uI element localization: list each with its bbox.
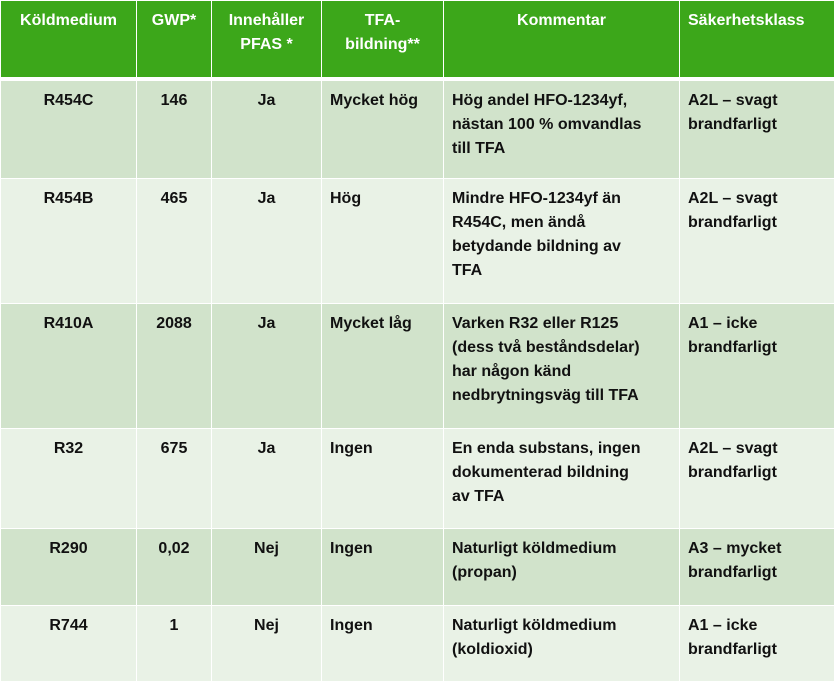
- header-koldmedium: Köldmedium: [1, 1, 137, 79]
- cell-kommentar: [444, 179, 680, 304]
- cell-sakerhetsklass-line: A3 – mycket: [688, 540, 782, 557]
- cell-kommentar-line: nästan 100 % omvandlas: [452, 115, 642, 133]
- table-row: [1, 304, 834, 429]
- cell-tfa: Ingen: [322, 606, 444, 682]
- table-row: [1, 529, 834, 606]
- cell-kommentar-line: TFA: [452, 262, 483, 279]
- cell-gwp: 1: [137, 606, 212, 682]
- cell-gwp: 0,02: [137, 529, 212, 606]
- cell-tfa: Ingen: [322, 429, 444, 529]
- cell-sakerhetsklass: [680, 529, 834, 606]
- cell-kommentar: [444, 429, 680, 529]
- cell-sakerhetsklass-line: brandfarligt: [688, 464, 777, 481]
- cell-gwp: 675: [137, 429, 212, 529]
- cell-kommentar: [444, 79, 680, 179]
- cell-pfas: Nej: [212, 606, 322, 682]
- header-tfa: [322, 1, 444, 79]
- header-pfas: [212, 1, 322, 79]
- cell-kommentar-line: Naturligt köldmedium: [452, 540, 617, 557]
- cell-tfa: Mycket hög: [322, 79, 444, 179]
- cell-sakerhetsklass-line: brandfarligt: [688, 115, 777, 133]
- cell-kommentar: [444, 304, 680, 429]
- header-row: [1, 1, 834, 79]
- header-sakerhetsklass: Säkerhetsklass: [680, 1, 834, 79]
- header-tfa-line: bildning**: [345, 36, 420, 53]
- table-row: [1, 606, 834, 682]
- cell-koldmedium: R454B: [1, 179, 137, 304]
- cell-kommentar-line: till TFA: [452, 139, 506, 157]
- cell-kommentar-line: har någon känd: [452, 363, 572, 380]
- cell-kommentar: [444, 606, 680, 682]
- cell-sakerhetsklass: [680, 606, 834, 682]
- table-row: [1, 429, 834, 529]
- cell-sakerhetsklass: [680, 179, 834, 304]
- cell-koldmedium: R32: [1, 429, 137, 529]
- cell-sakerhetsklass-line: brandfarligt: [688, 339, 777, 356]
- cell-kommentar-line: Mindre HFO-1234yf än: [452, 190, 621, 207]
- cell-sakerhetsklass-line: A2L – svagt: [688, 91, 778, 109]
- cell-sakerhetsklass-line: brandfarligt: [688, 214, 777, 231]
- cell-sakerhetsklass-line: A1 – icke: [688, 617, 758, 634]
- cell-tfa: Ingen: [322, 529, 444, 606]
- cell-sakerhetsklass: [680, 79, 834, 179]
- cell-kommentar-line: dokumenterad bildning: [452, 464, 629, 481]
- table-body: [1, 79, 834, 682]
- cell-gwp: 146: [137, 79, 212, 179]
- cell-kommentar-line: En enda substans, ingen: [452, 440, 641, 457]
- cell-sakerhetsklass-line: A2L – svagt: [688, 190, 778, 207]
- cell-sakerhetsklass: [680, 304, 834, 429]
- cell-koldmedium: R290: [1, 529, 137, 606]
- header-kommentar: Kommentar: [444, 1, 680, 79]
- table-row: [1, 79, 834, 179]
- header-tfa-line: TFA-: [364, 12, 401, 29]
- cell-kommentar-line: (propan): [452, 564, 517, 581]
- cell-pfas: Ja: [212, 179, 322, 304]
- cell-pfas: Ja: [212, 79, 322, 179]
- table-row: [1, 179, 834, 304]
- cell-gwp: 2088: [137, 304, 212, 429]
- cell-kommentar-line: Varken R32 eller R125: [452, 315, 619, 332]
- cell-kommentar-line: betydande bildning av: [452, 238, 621, 255]
- cell-pfas: Ja: [212, 429, 322, 529]
- cell-kommentar-line: R454C, men ändå: [452, 214, 586, 231]
- cell-pfas: Nej: [212, 529, 322, 606]
- cell-koldmedium: R410A: [1, 304, 137, 429]
- header-gwp: GWP*: [137, 1, 212, 79]
- cell-sakerhetsklass: [680, 429, 834, 529]
- cell-sakerhetsklass-line: A2L – svagt: [688, 440, 778, 457]
- cell-kommentar-line: Hög andel HFO-1234yf,: [452, 91, 628, 109]
- header-pfas-line: Innehåller: [228, 12, 305, 29]
- cell-kommentar: [444, 529, 680, 606]
- cell-kommentar-line: (koldioxid): [452, 641, 533, 658]
- cell-koldmedium: R454C: [1, 79, 137, 179]
- header-pfas-line: PFAS *: [240, 36, 293, 53]
- cell-kommentar-line: av TFA: [452, 488, 505, 505]
- cell-tfa: Hög: [322, 179, 444, 304]
- cell-kommentar-line: nedbrytningsväg till TFA: [452, 387, 639, 404]
- cell-sakerhetsklass-line: brandfarligt: [688, 641, 777, 658]
- cell-tfa: Mycket låg: [322, 304, 444, 429]
- cell-koldmedium: R744: [1, 606, 137, 682]
- cell-sakerhetsklass-line: A1 – icke: [688, 315, 758, 332]
- cell-pfas: Ja: [212, 304, 322, 429]
- cell-sakerhetsklass-line: brandfarligt: [688, 564, 777, 581]
- cell-kommentar-line: (dess två beståndsdelar): [452, 339, 640, 356]
- cell-kommentar-line: Naturligt köldmedium: [452, 617, 617, 634]
- cell-gwp: 465: [137, 179, 212, 304]
